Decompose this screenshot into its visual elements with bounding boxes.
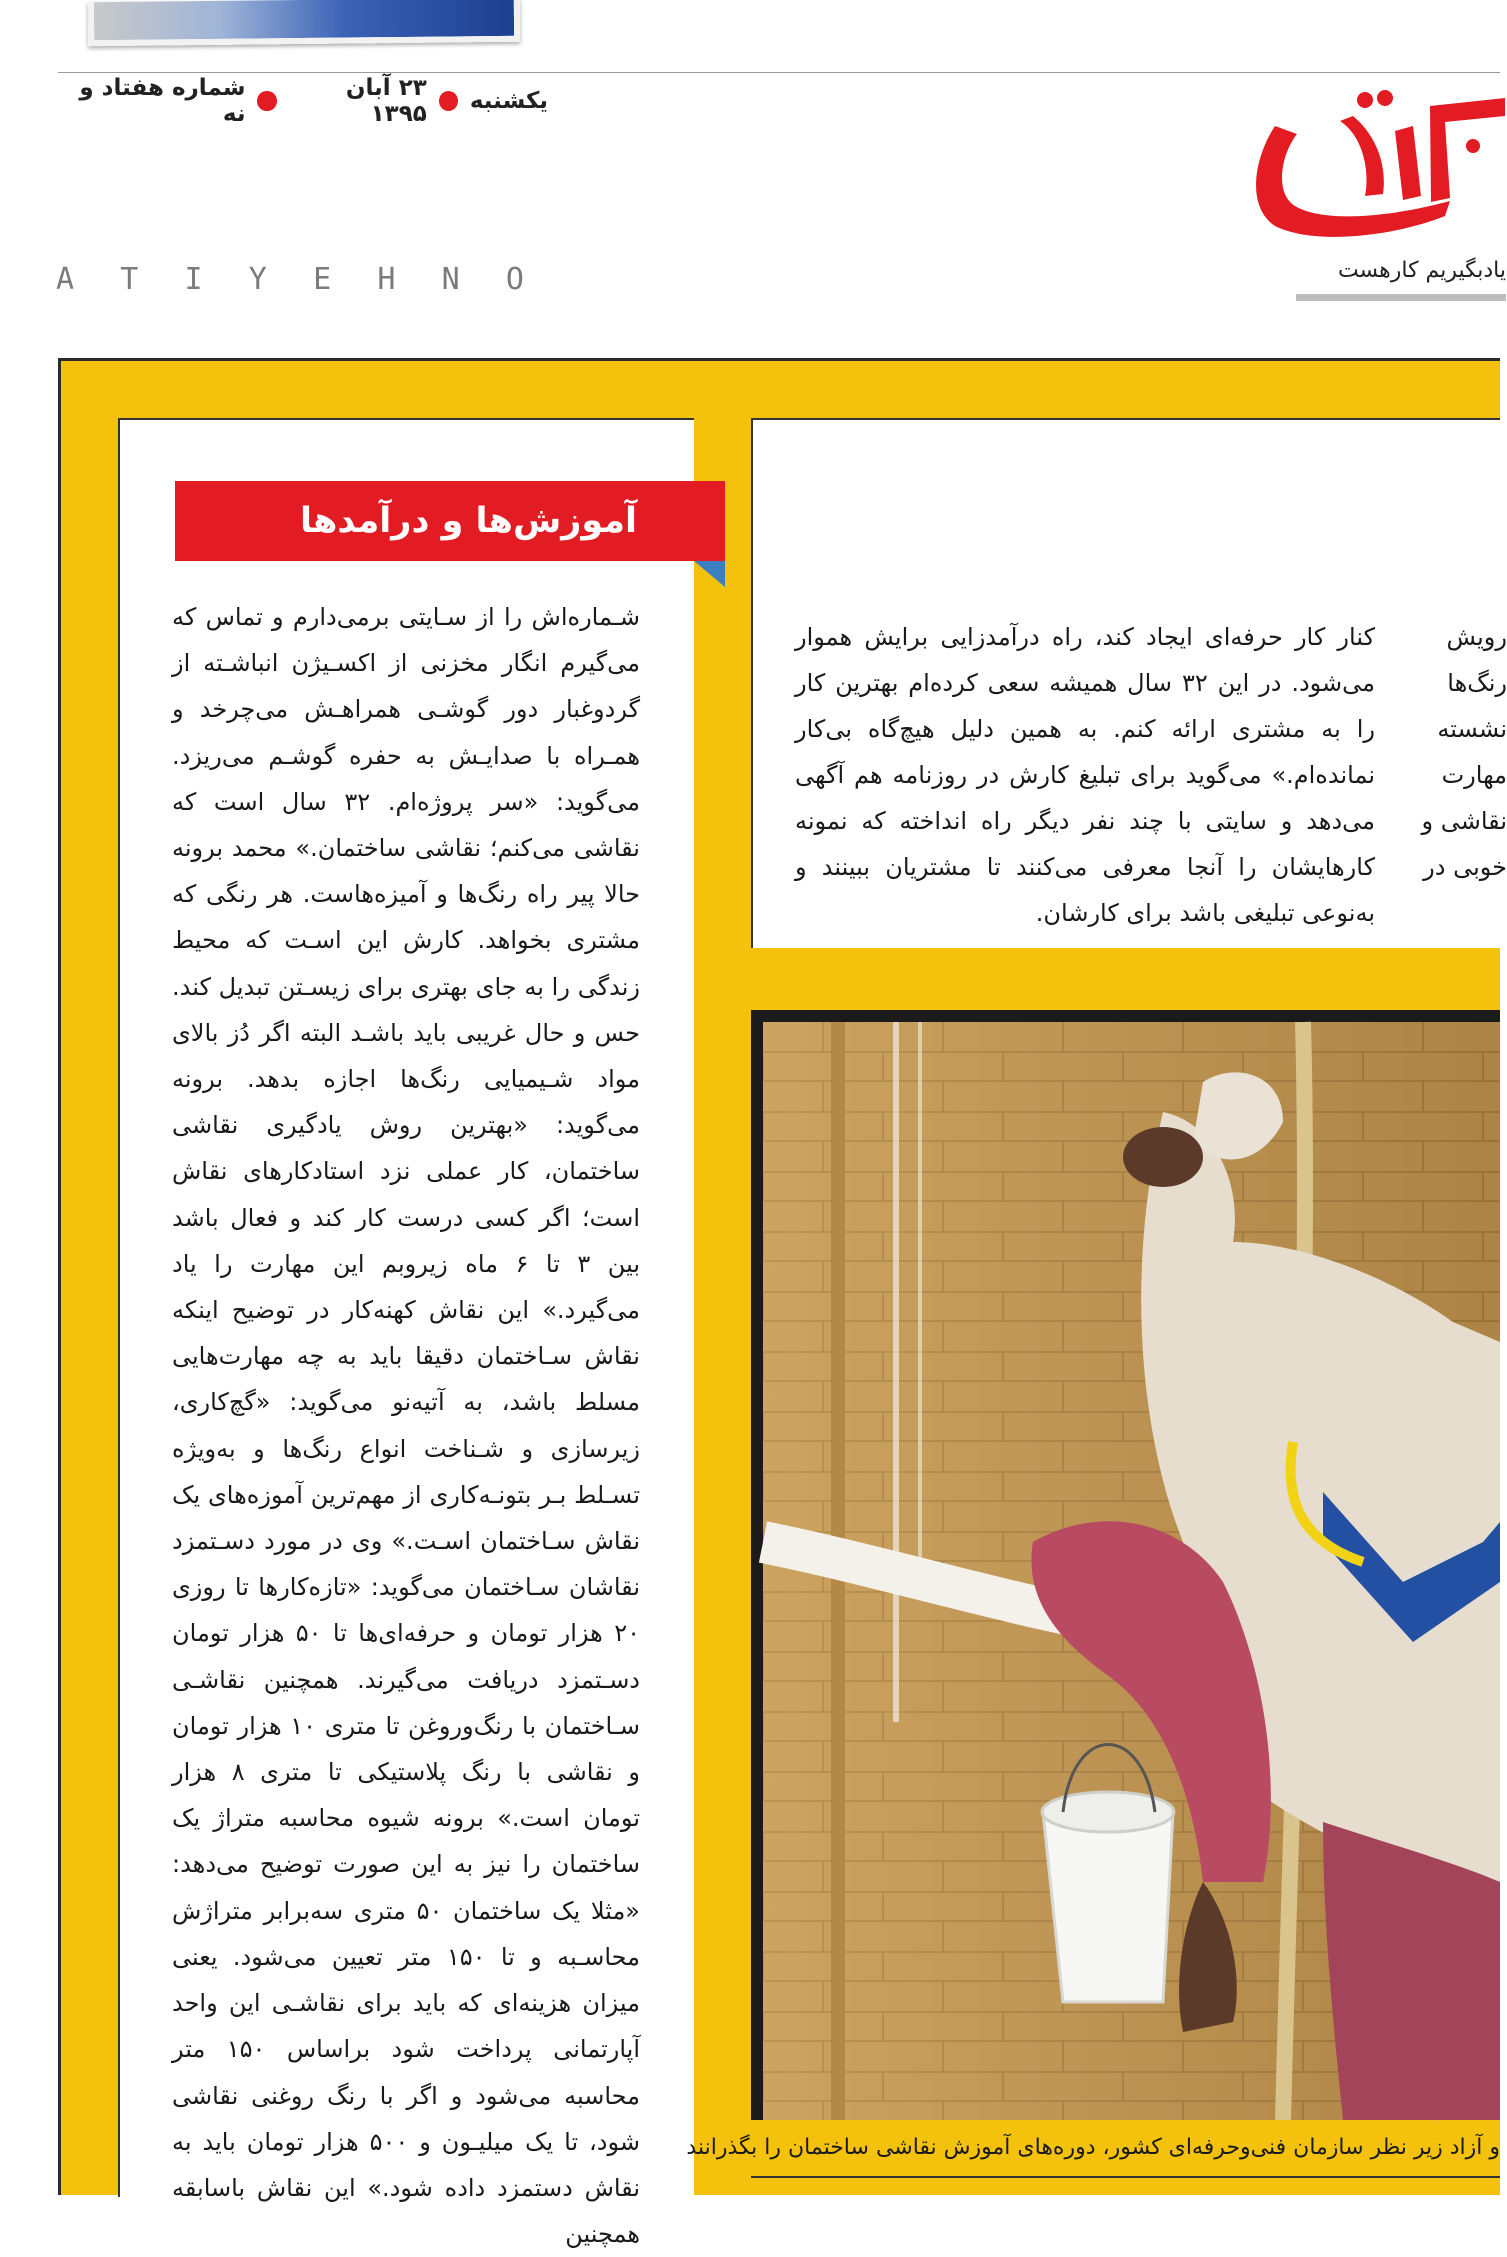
header-rule [58,72,1500,73]
cut-line: رویش [1446,623,1507,651]
painter-photo [763,1022,1500,2120]
brand-letter: N [441,261,462,297]
section-title [175,481,725,561]
slogan: یادبگیریم کارهست [1337,258,1506,283]
brand-letter: Y [248,261,269,297]
cut-line: رنگ‌ها [1447,669,1507,697]
photo-frame [751,1010,1500,2120]
frame-border [58,358,1500,361]
brand-letter: A [56,261,77,297]
date-full: ۲۳ آبان ۱۳۹۵ [345,75,427,127]
caption-rule [751,2176,1500,2178]
article-card-right [751,418,1507,948]
separator-dot [257,91,276,111]
brand-letter: E [313,261,334,297]
cut-line: نقاشی و [1421,807,1507,835]
separator-dot [439,91,458,111]
frame-border [58,358,61,2195]
newspaper-logo [1245,86,1505,256]
article-column-left: شـماره‌اش را از سـایتی برمی‌دارم و تماس که می‌گیرم انگار مخزنی از اکسـیژن انباشـته از گردوغبار دور گوشـی همراهـش می‌چرخد و همـراه با صدایـش به حفره گوشـم می‌ریزد. می‌گوید: «سر پروژه‌ام. ۳۲ سال است که نقاشی می‌کنم؛ نقاشی ساختمان.» محمد برونه حالا پیر راه رنگ‌ها و آمیزه‌هاست. هر رنگی که مشتری بخواهد. کارش این اسـت که محیط زندگی را به جای بهتری برای زیسـتن تبدیل کند. حس و حال غریبی باید باشـد البته اگر دُز بالای مواد شـیمیایی رنگ‌ها اجازه بدهد. برونه می‌گوید: «بهترین روش یادگیری نقاشی ساختمان، کار عملی نزد استادکارهای نقاش است؛ اگر کسی درست کار کند و فعال باشد بین ۳ تا ۶ ماه زیرو‌بم این مهارت را یاد می‌گیرد.» این نقاش کهنه‌کار در توضیح اینکه نقاش سـاختمان دقیقا باید به چه مهارت‌هایی مسلط باشد، به آتیه‌نو می‌گوید: «گچ‌کاری، زیرسازی و شـناخت انواع رنگ‌ها و به‌ویژه تسـلط بـر بتونـه‌کاری از مهم‌ترین آموزه‌های یک نقاش سـاختمان اسـت.» وی در مورد دسـتمزد نقاشان سـاختمان می‌گوید: «تازه‌کارها تا روزی ۲۰ هزار تومان و حرفه‌ای‌ها تا ۵۰ هزار تومان دسـتمزد دریافت می‌گیرند. همچنین نقاشـی سـاختمان با رنگ‌وروغن تا متری ۱۰ هزار تومان و نقاشی با رنگ پلاستیکی تا متری ۸ هزار تومان است.» برونه شیوه محاسبه متراژ یک ساختمان را نیز به این صورت توضیح می‌دهد: «مثلا یک ساختمان ۵۰ متری سه‌برابر متراژش محاسـبه و تا ۱۵۰ متر تعیین می‌شود. یعنی میزان هزینه‌ای که باید برای نقاشـی این واحد آپارتمانی پرداخت شود براساس ۱۵۰ متر محاسبه می‌شود و اگر با رنگ روغنی نقاشی شود، تا یک میلیـون و ۵۰۰ هزار تومان باید به نقاش دستمزد داده شود.» این نقاش باسابقه همچنین [172,603,641,2249]
brand-letter: H [377,261,398,297]
cut-line: خوبی در [1423,853,1507,881]
slogan-bar [1296,294,1506,301]
brand-letter: O [505,261,526,297]
top-photo-fragment [88,0,520,46]
brand-letter: I [184,261,205,297]
brand-letter: T [120,261,141,297]
cut-line: مهارت [1441,761,1507,789]
cut-line: نشسته [1437,715,1507,743]
header-fold-triangle [694,561,725,587]
issue-number: شماره هفتاد و نه [79,75,246,127]
dateline [58,75,548,127]
date-day: یکشنبه [469,88,548,114]
brand-letters [56,262,526,296]
photo-caption: و آزاد زیر نظر سازمان فنی‌وحرفه‌ای کشور، دوره‌های آموزش نقاشی ساختمان را بگذرانند [686,2135,1500,2160]
article-column-cut [1421,614,1507,914]
article-column-right: کنار کار حرفه‌ای ایجاد کند، راه درآمدزایی برایش هموار می‌شود. در این ۳۲ سال همیشه سعی کرده‌ام بهترین کار را به مشتری ارائه کنم. به همین دلیل هیچ‌گاه بی‌کار نمانده‌ام.» می‌گوید برای تبلیغ کارش در روزنامه هم آگهی می‌دهد و سایتی با چند نفر دیگر راه انداخته که نمونه کارهایشان را آنجا معرفی می‌کنند تا مشتریان ببینند و به‌نوعی تبلیغی باشد برای کارشان. [795,623,1376,927]
section-title-text: آموزش‌ها و درآمدها [300,501,637,541]
